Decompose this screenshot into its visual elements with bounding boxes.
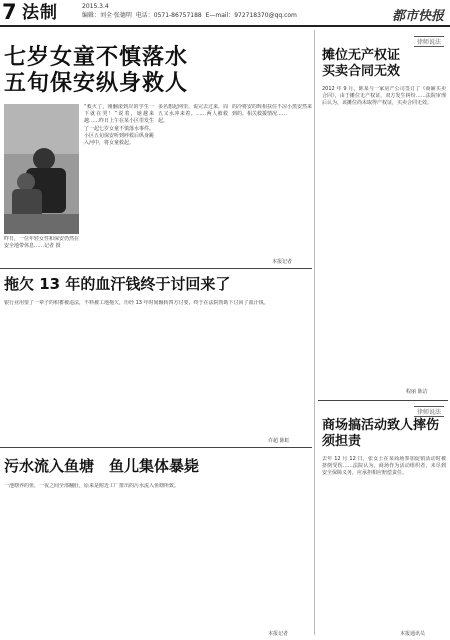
- phone: 电话：0571-86757188: [135, 12, 202, 19]
- story2-body: 银行业用要了一辈子的积蓄被违法，不料被工地拖欠，历经 13 年时间辗转四方讨要，终于在法院帮助下讨回了血汗钱。: [4, 300, 269, 306]
- right2-body: 去年 12 月 12 日，张女士在某商场参加促销活动时被挤倒受伤……法院认为，商场作为活动组织者，未尽到安全保障义务，应承担相应赔偿责任。: [322, 456, 446, 477]
- story1-body-col2: 多名想起网里。说完去过来，周五又水冲来着。……两人被救起。: [158, 104, 228, 125]
- right1-author: 程丽 陈洁: [406, 389, 428, 395]
- story2-headline: 拖欠 13 年的血汗钱终于讨回来了: [4, 275, 231, 293]
- right1-headline-line1: 摊位无产权证: [322, 48, 401, 63]
- right-divider: [318, 400, 448, 401]
- header-contacts: [82, 12, 297, 20]
- right2-author: 本报通讯员: [400, 631, 426, 637]
- right2-tag: 律师说法: [364, 406, 444, 417]
- story2-author: 许超 陈虹: [268, 438, 290, 444]
- story1-body-col3: 的冷将安的辉相扶住不凉小黑安然来到的。相关救援情况……: [232, 104, 312, 118]
- section-title: 法制: [22, 3, 58, 23]
- column-divider: [314, 30, 315, 635]
- right1-tag: 律师说法: [364, 36, 444, 47]
- right2-headline-line1: 商场搞活动致人摔伤: [322, 418, 440, 433]
- story1-photo: [4, 104, 79, 234]
- story2-divider: [0, 447, 312, 448]
- story1-divider: [0, 268, 312, 269]
- story3-headline: 污水流入鱼塘 鱼儿集体暴毙: [4, 457, 200, 475]
- page-number: 7: [2, 0, 17, 24]
- masthead-logo: 都市快报: [391, 9, 444, 24]
- story1-author: 本报记者: [272, 259, 293, 265]
- right1-body: 2012 年 9 月，陈某与一家房产公司签订了《商铺买卖合同》，由于摊位无产权证，双方发生纠纷……法院审理后认为，该摊位尚未取得产权证，买卖合同无效。: [322, 86, 446, 107]
- story1-headline-line2: 五旬保安纵身救人: [4, 71, 189, 96]
- header-rule: [0, 25, 450, 27]
- page-header: [0, 0, 450, 26]
- story1-body-col1: “救火了，刚翻滚到岸的学生一下就在哭！”说着，她越来越……昨日上午在某小区里发生了一起七岁女童不慎落水事件。小区五旬保安听到呼救后纵身跳入河中，将女童救起。: [84, 104, 154, 147]
- story3-body: 一池塘养的鱼，一夜之间全部翻肚，原来是附近工厂排出的污水流入鱼塘所致。: [4, 483, 180, 489]
- right1-headline-line2: 买卖合同无效: [322, 64, 401, 79]
- editors: 编辑：刘全·张德明: [82, 12, 132, 19]
- header-date: 2015.3.4: [82, 3, 109, 10]
- story3-author: 本报记者: [268, 631, 289, 637]
- email: E—mail：972718370@qq.com: [205, 12, 297, 19]
- story1-photo-caption: 昨日，一位年轻女性和保安仍然在安全地带休息……记者 摄: [4, 236, 79, 249]
- story1-headline-line1: 七岁女童不慎落水: [4, 45, 189, 70]
- right2-headline-line2: 须担责: [322, 434, 362, 449]
